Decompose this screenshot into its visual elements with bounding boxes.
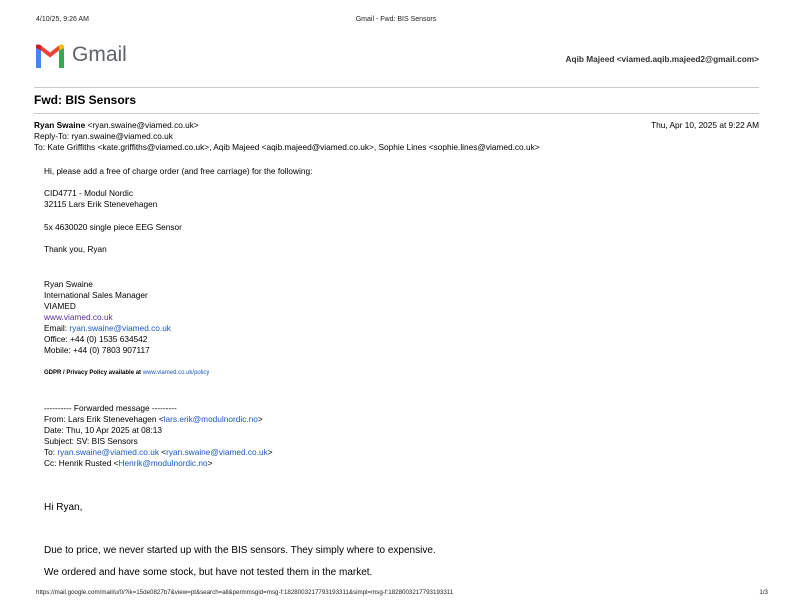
to-label: To: [34, 142, 46, 152]
to-value: Kate Griffiths <kate.griffiths@viamed.co.uk>, Aqib Majeed <aqib.majeed@viamed.co.uk>, Sophie Lines <sophie.lines@viamed.co.uk> [47, 142, 540, 152]
fwd-from-close: > [257, 414, 263, 424]
body-account-code: CID4771 - Modul Nordic [44, 188, 133, 198]
signature-office: Office: +44 (0) 1535 634542 [44, 334, 148, 344]
print-doc-title: Gmail - Fwd: BIS Sensors [355, 16, 437, 23]
message-reply-to [34, 131, 173, 142]
signature-email [44, 323, 171, 334]
reply-to-label: Reply-To: [34, 131, 70, 141]
from-name: Ryan Swaine [34, 120, 86, 130]
fwd-to-label: To: [44, 447, 56, 457]
fwd-from-email-link[interactable]: lars.erik@modulnordic.no [163, 414, 258, 424]
body-greeting: Hi, please add a free of charge order (and free carriage) for the following: [44, 166, 313, 176]
signature-email-label: Email: [44, 323, 68, 333]
signature-company: VIAMED [44, 301, 76, 311]
fwd-to-close: > [267, 447, 273, 457]
signature-title: International Sales Manager [44, 290, 148, 300]
signature-gdpr [44, 370, 209, 376]
fwd-cc-label: Cc: Henrik Rusted < [44, 458, 119, 468]
print-footer-page: 1/3 [759, 589, 768, 596]
fwd-cc-close: > [207, 458, 213, 468]
header-divider [34, 87, 759, 88]
forwarded-from [44, 414, 263, 425]
account-email: Aqib Majeed <viamed.aqib.majeed2@gmail.com> [565, 54, 759, 64]
message-from [34, 120, 199, 131]
reply-to-value: ryan.swaine@viamed.co.uk [71, 131, 173, 141]
from-email: <ryan.swaine@viamed.co.uk> [87, 120, 199, 130]
fwd-body-greeting: Hi Ryan, [44, 502, 83, 513]
fwd-to-email-link[interactable]: ryan.swaine@viamed.co.uk [57, 447, 159, 457]
gdpr-text: GDPR / Privacy Policy available at [44, 370, 142, 376]
body-item: 5x 4630020 single piece EEG Sensor [44, 222, 182, 232]
forwarded-date: Date: Thu, 10 Apr 2025 at 08:13 [44, 425, 162, 435]
fwd-to-email2-link[interactable]: ryan.swaine@viamed.co.uk [166, 447, 268, 457]
message-date: Thu, Apr 10, 2025 at 9:22 AM [651, 120, 759, 130]
fwd-cc-email-link[interactable]: Henrik@modulnordic.no [118, 458, 208, 468]
signature-email-link[interactable]: ryan.swaine@viamed.co.uk [69, 323, 171, 333]
gmail-wordmark: Gmail [72, 43, 127, 66]
fwd-to-open: < [161, 447, 167, 457]
fwd-body-para2: We ordered and have some stock, but have not tested them in the market. [44, 567, 373, 578]
print-datetime: 4/10/25, 9:26 AM [36, 16, 89, 23]
forwarded-separator: ---------- Forwarded message --------- [44, 403, 177, 413]
body-thanks: Thank you, Ryan [44, 244, 107, 254]
message-to [34, 142, 540, 153]
gdpr-link[interactable]: www.viamed.co.uk/policy [142, 370, 210, 376]
gmail-logo-icon [34, 44, 66, 68]
body-contact: 32115 Lars Erik Stenevehagen [44, 199, 158, 209]
signature-mobile: Mobile: +44 (0) 7803 907117 [44, 345, 150, 355]
email-subject: Fwd: BIS Sensors [34, 93, 137, 107]
forwarded-cc [44, 458, 212, 469]
print-footer-url: https://mail.google.com/mail/u/0/?ik=15de0827b7&view=pt&search=all&permmsgid=msg-f:1828003217793193311&simpl=msg-f:1828003217793193311 [36, 589, 454, 596]
forwarded-subject: Subject: SV: BIS Sensors [44, 436, 138, 446]
signature-name: Ryan Swaine [44, 279, 93, 289]
signature-website-link[interactable]: www.viamed.co.uk [44, 312, 113, 322]
fwd-from-label: From: Lars Erik Stenevehagen < [44, 414, 164, 424]
subject-divider [34, 113, 759, 114]
forwarded-to [44, 447, 273, 458]
fwd-body-para1: Due to price, we never started up with the BIS sensors. They simply where to expensive. [44, 545, 436, 556]
